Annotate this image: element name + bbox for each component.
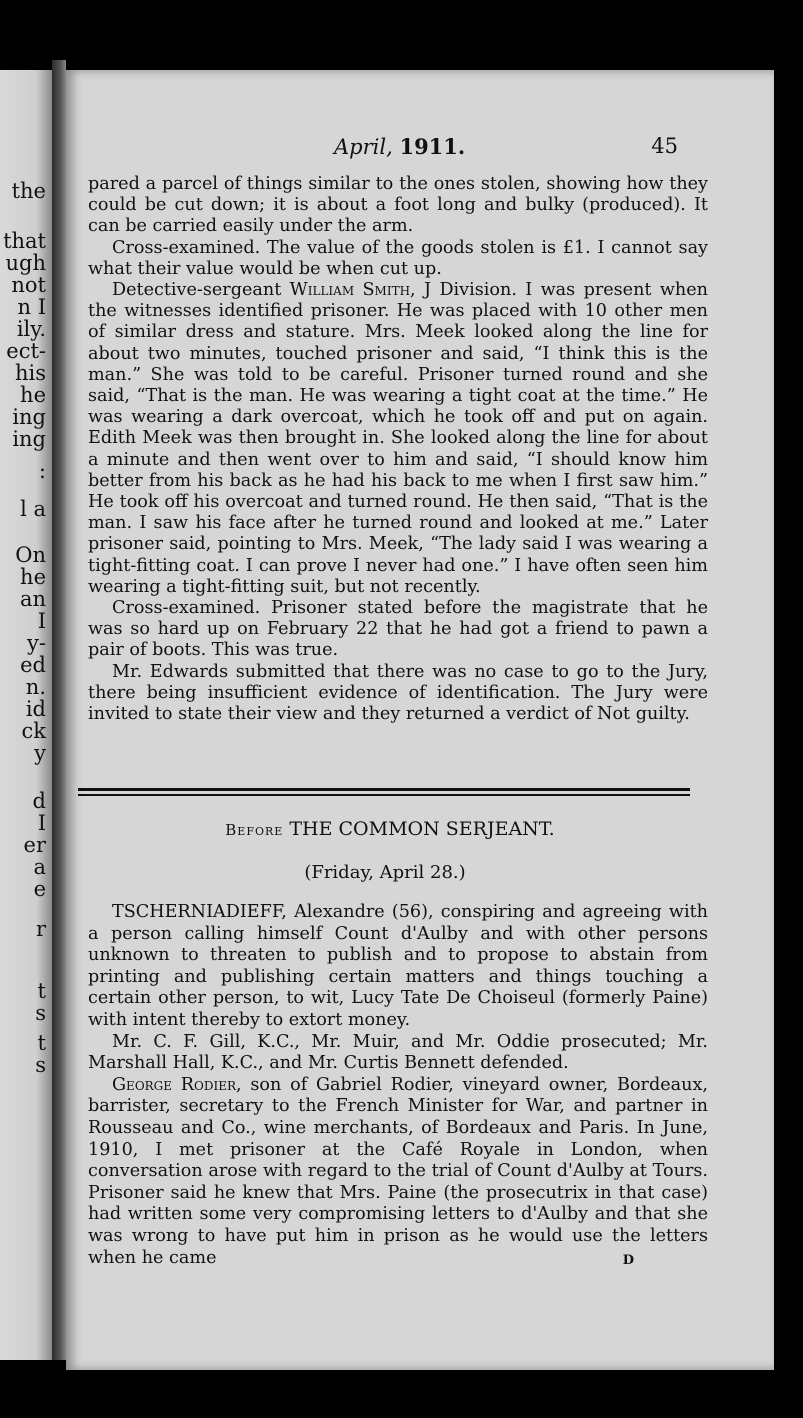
facing-page-fragment: y- <box>27 631 46 655</box>
running-header <box>66 134 774 164</box>
facing-page-fragment: the <box>11 179 46 203</box>
witness-name: George Rodier <box>112 1074 237 1095</box>
paragraph: Detective-sergeant William Smith, J Division. I was present when the witnesses identified prisoner. He was placed with 10 other men of similar dress and stature. Mrs. Meek looked along the line for about two minutes, touched prisoner and said, “I think this is the man.” She was told to be careful. Prisoner turned round and she said, “That is the man. He was wearing a tight coat at the time.” He was wearing a dark overcoat, which he took off and put on again. Edith Meek was then brought in. She looked along the line for about a minute and then went over to him and said, “I should know him better from his back as he had his back to me when I first saw him.” He took off his overcoat and turned round. He then said, “That is the man. I saw his face after he turned round and looked at me.” Later prisoner said, pointing to Mrs. Meek, “The lady said I was wearing a tight-fitting coat. I can prove I never had one.” I have often seen him wearing a tight-fitting suit, but not recently. <box>88 280 709 597</box>
facing-page-fragment: he <box>20 383 46 407</box>
facing-page-fragment: an <box>19 587 46 611</box>
facing-page-fragment: t <box>37 1031 46 1055</box>
facing-page-fragment: e <box>33 877 46 901</box>
facing-page-fragment: that <box>3 229 46 253</box>
facing-page-fragment: l a <box>20 497 46 521</box>
facing-page-fragment: a <box>33 855 46 879</box>
facing-page-fragment: ing <box>12 405 46 429</box>
facing-page-fragment: y <box>34 741 46 765</box>
facing-page-fragment: On <box>15 543 46 567</box>
witness-name: William Smith <box>289 280 411 301</box>
paragraph: Cross-examined. Prisoner stated before the magistrate that he was so hard up on February 22 that he had got a friend to pawn a pair of boots. This was true. <box>88 598 708 661</box>
facing-page-fragment: r <box>35 917 46 941</box>
facing-page-fragment: d <box>32 789 46 813</box>
facing-page-fragment: I <box>37 811 46 835</box>
facing-page-fragment: ect- <box>6 339 46 363</box>
facing-page-fragment: id <box>25 697 46 721</box>
paragraph: George Rodier, son of Gabriel Rodier, vineyard owner, Bordeaux, barrister, secretary to the French Minister for War, and partner in Rousseau and Co., wine merchants, of Bordeaux and Paris. In June, 1910, I met prisoner at the Café Royale in London, when conversation arose with regard to the trial of Count d'Aulby at Tours. Prisoner said he knew that Mrs. Paine (the prosecutrix in that case) had written some very compromising letters to d'Aulby and that she was wrong to have put him in prison as he would use the letters when he came <box>88 1074 708 1268</box>
facing-page-strip <box>0 70 52 1360</box>
book-page <box>66 70 774 1370</box>
case-text <box>88 902 708 1269</box>
facing-page-fragment: ck <box>21 719 46 743</box>
paragraph: TSCHERNIADIEFF, Alexandre (56), conspiring and agreeing with a person calling himself Count d'Aulby and with other persons unknown to threaten to publish and to propose to abstain from printing and publishing certain matters and things touching a certain other person, to wit, Lucy Tate De Choiseul (formerly Paine) with intent thereby to extort money. <box>88 902 708 1030</box>
section-divider <box>78 794 690 796</box>
facing-page-fragment: n. <box>25 675 46 699</box>
facing-page-fragment: I <box>37 609 46 633</box>
section-divider <box>78 788 690 791</box>
paragraph: pared a parcel of things similar to the ones stolen, showing how they could be cut down; it is about a foot long and bulky (produced). It can be carried easily under the arm. <box>88 174 708 237</box>
facing-page-fragment: his <box>14 361 46 385</box>
facing-page-fragment: not <box>11 273 46 297</box>
facing-page-fragment: t <box>37 979 46 1003</box>
facing-page-fragment: n I <box>17 295 46 319</box>
facing-page-fragment: ing <box>12 427 46 451</box>
facing-page-fragment: : <box>38 459 46 483</box>
court-heading: Before THE COMMON SERJEANT. <box>225 818 555 840</box>
facing-page-fragment: s <box>35 1053 46 1077</box>
book-gutter <box>52 60 66 1360</box>
testimony-text <box>88 174 708 725</box>
signature-mark: D <box>622 1253 634 1268</box>
session-date: (Friday, April 28.) <box>304 862 466 883</box>
paragraph: Cross-examined. The value of the goods stolen is £1. I cannot say what their value would be when cut up. <box>88 237 708 279</box>
facing-page-fragment: s <box>35 1001 46 1025</box>
facing-page-fragment: ed <box>20 653 46 677</box>
facing-page-fragment: he <box>20 565 46 589</box>
facing-page-fragment: er <box>23 833 46 857</box>
paragraph: Mr. C. F. Gill, K.C., Mr. Muir, and Mr. Oddie prosecuted; Mr. Marshall Hall, K.C., and Mr. Curtis Bennett defended. <box>88 1031 708 1074</box>
paragraph: Mr. Edwards submitted that there was no case to go to the Jury, there being insufficient evidence of identification. The Jury were invited to state their view and they returned a verdict of Not guilty. <box>88 661 708 725</box>
facing-page-fragment: ugh <box>5 251 46 275</box>
header-date: April, 1911. <box>334 134 466 159</box>
facing-page-fragment: ily. <box>16 317 46 341</box>
page-number: 45 <box>651 134 678 158</box>
